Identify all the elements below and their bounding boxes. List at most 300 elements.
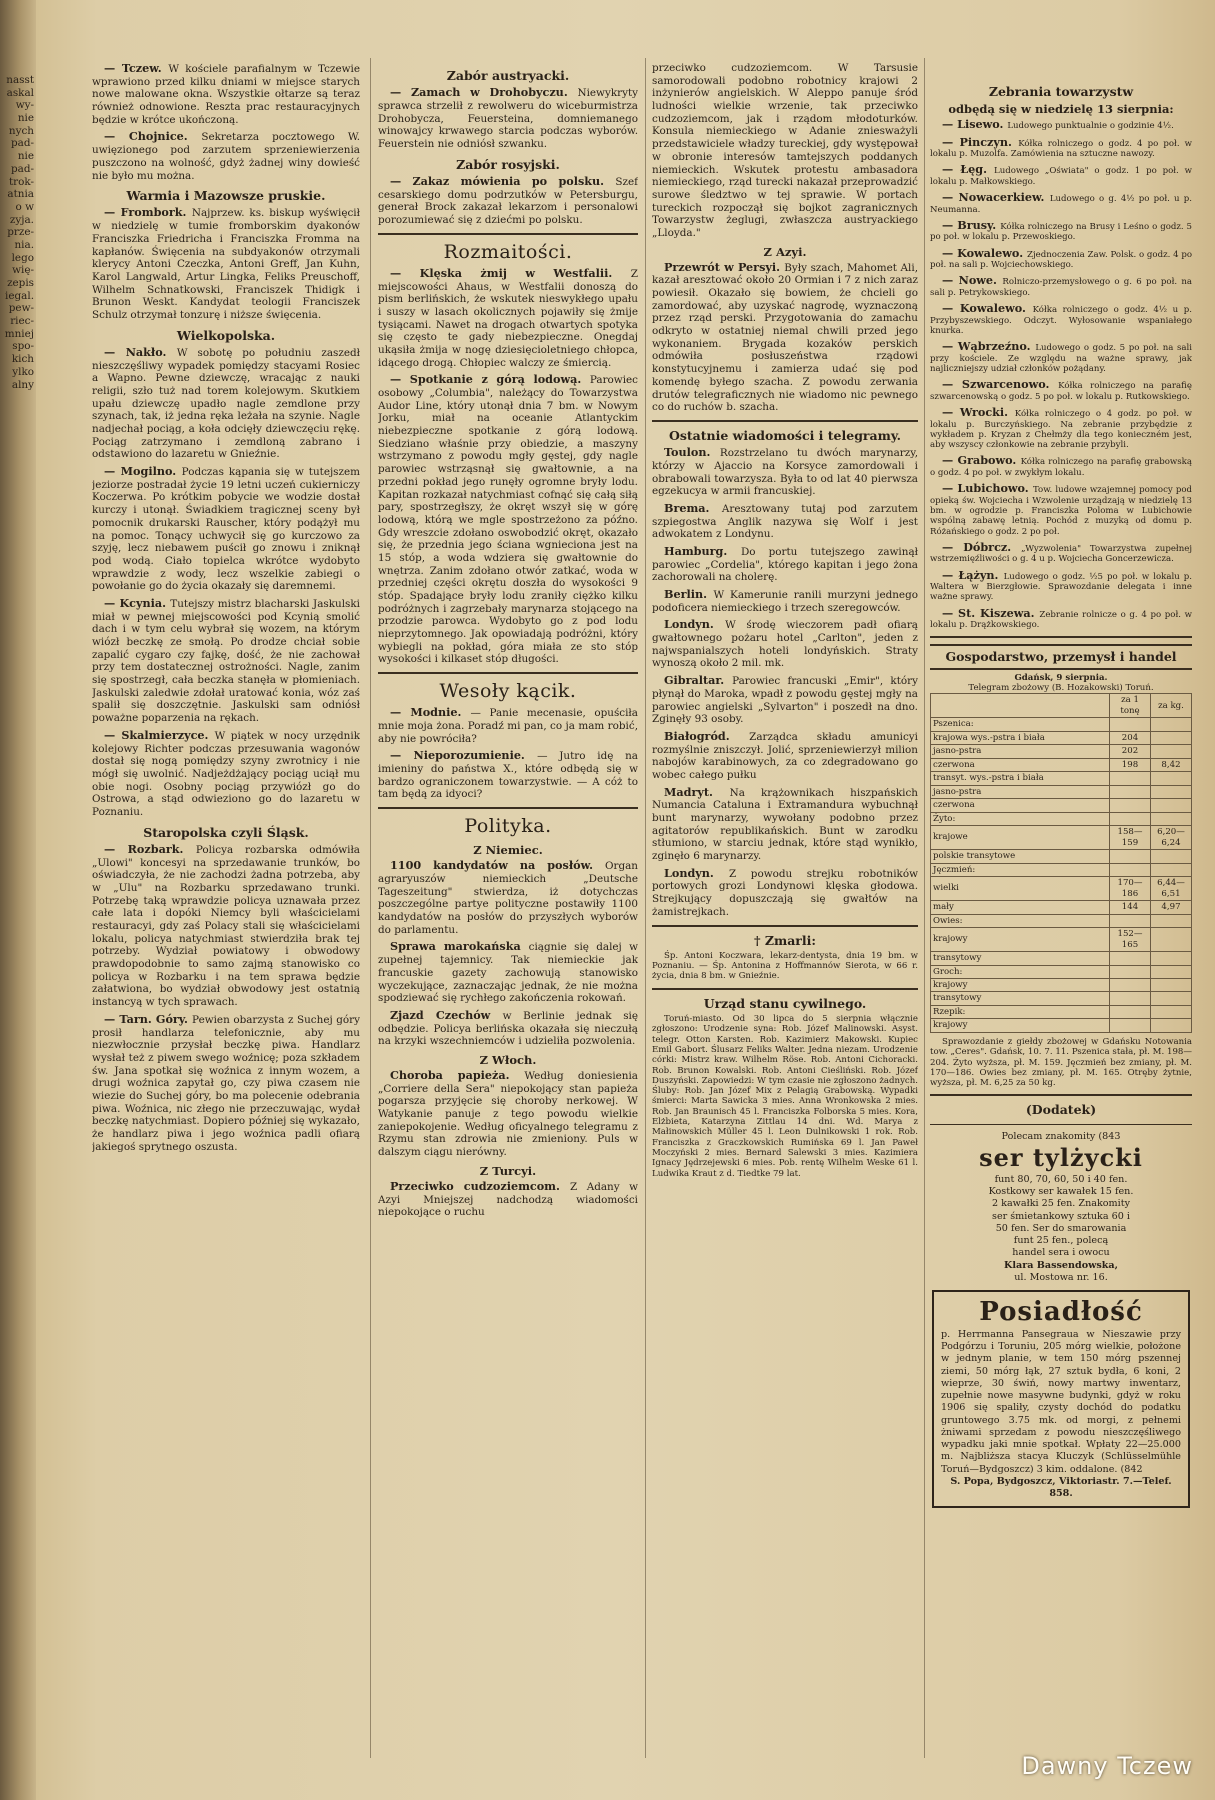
divider xyxy=(378,807,638,809)
wielkopolska-article xyxy=(92,729,360,819)
price-label: krajowy xyxy=(931,978,1110,991)
margin-fragment: wy- xyxy=(15,99,34,112)
article-headline: 1100 kandydatów na posłów. xyxy=(390,858,605,873)
article-headline: — Kowalewo. xyxy=(942,301,1033,316)
divider xyxy=(652,420,918,422)
article-body: Ludowego punktualnie o godzinie 4½. xyxy=(1007,121,1174,132)
price-value xyxy=(1151,952,1192,965)
estate-ad-text: p. Herrmanna Pansegraua w Nieszawie przy Podgórzu i Toruniu, 205 mórg wielkie, położone w jednym planie, w tem 150 mórg pszennej ziemi, 50 mórg łąk, 27 sztuk bydła, 6 koni, 2 wieprze, 30 świń, nowy martwy inwentarz, zupełnie nowe masywne budynki, gdyż w roku 1906 się spaliły, czysty dochód do podatku gruntowego 3.75 mk. od morgi, z pełnemi żniwami sprzedam z powodu nieszczęśliwego wypadku jaki mnie spotkał. Wpłaty 22—25.000 m. Najbliższa stacya Kluczyk (Schlüsselmühle Toruń—Bydgoszcz) 3 kim. oddalone. (842 xyxy=(941,1328,1181,1475)
article-headline: — Nowe. xyxy=(942,273,1003,288)
zebranie-article xyxy=(930,274,1192,298)
article-headline: — Chojnice. xyxy=(104,129,202,144)
price-value xyxy=(1151,965,1192,978)
article-body: Ludowego o godz. 5 po poł. na sali przy kościele. Ze względu na ważne sprawy, jak najliczniejszy udział członków pożądany. xyxy=(930,343,1192,375)
article-headline: Hamburg. xyxy=(664,543,741,558)
article-headline: — Frombork. xyxy=(104,205,192,220)
price-value xyxy=(1151,718,1192,731)
margin-fragment: riec- xyxy=(10,315,34,328)
wielkopolska-article xyxy=(92,465,360,593)
section-heading-zebrania: Zebrania towarzystw xyxy=(988,84,1134,99)
article-body: Z miejscowości Ahaus, w Westfalii donoszą do pism berlińskich, że wskutek nieswykłego upału i suszy w lasach okolicznych pojawiły się żmije tysiącami. Nawet na drogach otwartych spotyka się często te gady niebezpieczne. Onegdaj ukąsiła żmija w nogę dziesięcioletniego chłopca, idącego drogą. Chłopiec walczy ze śmiercią. xyxy=(378,267,638,369)
article-body: — Panie mecenasie, opuściła mnie moja żona. Poradź mi pan, co ja mam robić, aby nie powróciła? xyxy=(378,707,638,745)
market-date: Gdańsk, 9 sierpnia. xyxy=(1014,672,1108,683)
article-headline: — Kcynia. xyxy=(104,595,171,610)
article-body: Kółka rolniczego o godz. 4 po poł. w lokalu p. Muzolfa. Zamówienia na sztuczne nawozy. xyxy=(930,138,1192,160)
price-label: krajowe xyxy=(931,826,1110,850)
article-body: W kościele parafialnym w Tczewie wprawiono przed kilku dniami w miejsce starych nowe malowane okna. Wszystkie ołtarze są teraz również odnowione. Reszta prac restauracyjnych będzie w krótce ukończoną. xyxy=(92,63,360,126)
section-heading-polityka: Polityka. xyxy=(464,815,552,838)
article-body: Kółka rolniczego o godz. 4½ u p. Przybyszewskiego. Odczyt. Wyłosowanie wspaniałego knurka. xyxy=(930,305,1192,336)
price-row xyxy=(931,877,1192,901)
price-row xyxy=(931,731,1192,744)
price-value: 198 xyxy=(1110,758,1151,771)
advertisement-cheese xyxy=(930,1131,1192,1284)
article-body: Najprzew. ks. biskup wyświęcił w niedzielę w tumie fromborskim dyakonów Franciszka Friedricha i Franciszka Fromma na kapłanów. Święcenia na subdyakonów otrzymali klerycy Antoni Czeczka, Antoni Greff, Jan Kuhn, Karol Langwald, Artur Lingka, Feliks Preuschoff, Wilhelm Schnatkowski, Franciszek Thidigk i Brunon Weskt. Kandydat teologii Franciszek Schulz otrzymał tonzurę i niższe święcenia. xyxy=(92,207,360,321)
article-headline: Sprawa marokańska xyxy=(390,939,529,954)
price-value xyxy=(1151,772,1192,785)
zebranie-article xyxy=(930,607,1192,631)
cheese-ad-line: 50 fen. Ser do smarowania xyxy=(995,1222,1127,1234)
margin-fragment: nasst xyxy=(6,74,34,86)
margin-fragment: nie xyxy=(17,150,34,163)
price-row xyxy=(931,745,1192,758)
price-label: polskie transytowe xyxy=(931,850,1110,863)
margin-fragment: zyja. xyxy=(9,213,34,226)
cheese-ad-line: Kostkowy ser kawałek 15 fen. xyxy=(988,1185,1134,1197)
price-value xyxy=(1110,799,1151,812)
section-heading-gospodarstwo: Gospodarstwo, przemysł i handel xyxy=(930,644,1192,669)
column-rule xyxy=(924,58,925,1758)
article-headline: — Modnie. xyxy=(390,705,471,720)
price-label: transytowy xyxy=(931,952,1110,965)
article-headline: — Kowalewo. xyxy=(942,245,1028,260)
article-body: Pewien obarzysta z Suchej góry prosił handlarza telefonicznie, aby mu niezwłocznie przysłał beczkę piwa. Handlarz wysłał też z piwem swego woźnicę; poza szkładem św. Jana spotkał się woźnica z innym wozem, a drugi woźnica zapytał go, czy piwa czasem nie wiezie do Suchej góry, bo ma polecenie odebrania piwa. Woźnica, nic złego nie przeczuwając, wydał beczkę natychmiast. Dopiero później się wykazało, że handlarz piwa i jego woźnica padli ofiarą jakiegoś sprytnego oszusta. xyxy=(92,1013,360,1153)
price-label: krajowa wys.-pstra i biała xyxy=(931,731,1110,744)
price-value: 6,20—6,24 xyxy=(1151,826,1192,850)
price-label: Rzepik: xyxy=(931,1005,1110,1018)
wielkopolska-article xyxy=(92,346,360,461)
section-heading-slask: Staropolska czyli Śląsk. xyxy=(143,824,309,840)
slask-article xyxy=(92,843,360,1009)
margin-fragment: spo- xyxy=(12,340,34,353)
price-value xyxy=(1151,850,1192,863)
cheese-ad-line: ul. Mostowa nr. 16. xyxy=(1014,1271,1108,1283)
article-body: ciągnie się dalej w zupełnej tajemnicy. Tak niemieckie jak francuskie gazety zachowują stanowisko wyczekujące, zaznaczając jednak, że nie można spodziewać się rychłego zakończenia rokowań. xyxy=(378,941,638,1005)
telegram-article xyxy=(652,867,918,919)
price-row xyxy=(931,772,1192,785)
zebranie-article xyxy=(930,454,1192,478)
divider xyxy=(652,925,918,927)
margin-fragment: wię- xyxy=(12,264,34,277)
zebranie-article xyxy=(930,541,1192,565)
margin-fragment: iegal. xyxy=(5,289,34,302)
section-heading-zabor-austryacki: Zabór austryacki. xyxy=(446,68,570,83)
price-value xyxy=(1151,785,1192,798)
article-headline: Choroba papieża. xyxy=(390,1067,525,1082)
price-row xyxy=(931,758,1192,771)
price-row xyxy=(931,965,1192,978)
left-margin-fragments xyxy=(4,74,34,391)
price-value xyxy=(1110,812,1151,825)
estate-ad-signature: S. Popa, Bydgoszcz, Viktoriastr. 7.—Telef. 858. xyxy=(950,1476,1172,1500)
price-row xyxy=(931,914,1192,927)
margin-fragment: nie xyxy=(17,112,34,125)
article-headline: — Nowacerkiew. xyxy=(942,190,1050,205)
article-headline: — Zakaz mówienia po polsku. xyxy=(390,173,616,188)
polityka-article xyxy=(378,859,638,936)
article-body: Rozstrzelano tu dwóch marynarzy, którzy w Ajaccio na Korsyce zamordowali i obrabowali towarzysza. Była to od lat 40 pierwsza egzekucya w armii francuskiej. xyxy=(652,447,918,498)
margin-fragment: pew- xyxy=(8,302,34,315)
section-heading-zabor-rosyjski: Zabór rosyjski. xyxy=(456,156,560,172)
price-value xyxy=(1110,1019,1151,1032)
price-label: transyt. wys.-pstra i biała xyxy=(931,772,1110,785)
article-headline: — Łążyn. xyxy=(942,567,1004,582)
article-body: Podczas kąpania się w tutejszem jeziorze postradał życie 19 letni uczeń cukierniczy Koczerwa. Po krótkim pobycie we wodzie dostał kurczy i utonął. Świadkiem tragicznej sceny był pomocnik drukarski Rauscher, który podążył mu na pomoc. Tonący uchwycił się go kurczowo za szyję, lecz niebawem puścił go znowu i zniknął pod wodą. Ciało topielca wkrótce wydobyto wprawdzie z wody, lecz wszelkie zabiegi o powołanie go do życia okazały się daremnemi. xyxy=(92,466,360,593)
article-body: — Jutro idę na imieniny do państwa X., które odbędą się w bardzo ograniczonem towarzystwie. — A cóż to tam będą za idyoci? xyxy=(378,750,638,801)
grain-exchange-report: Sprawozdanie z giełdy zbożowej w Gdańsku Notowania tow. „Ceres". Gdańsk, 10. 7. 11. Pszenica stała, pł. M. 198—204. Żyto wyższa, pł. M. 159. Jęczmień bez zmiany, pł. M. 170—186. Owies bez zmiany, pł. M. 165. Otręby żytnie, wyższa, pł. M. 6,25 za 50 kg. xyxy=(930,1036,1192,1089)
article-headline: Gibraltar. xyxy=(664,673,733,688)
cheese-ad-line: funt 25 fen., polecą xyxy=(1013,1235,1109,1247)
zebranie-article xyxy=(930,378,1192,402)
ros-article xyxy=(378,175,638,227)
margin-fragment: nych xyxy=(8,124,34,137)
price-label: jasno-pstra xyxy=(931,745,1110,758)
margin-fragment: trok- xyxy=(8,175,34,188)
margin-fragment: askal xyxy=(6,86,34,99)
wielkopolska-article xyxy=(92,597,360,725)
section-heading-zmarli: † Zmarli: xyxy=(753,932,817,948)
telegram-article xyxy=(652,674,918,726)
margin-fragment: pad- xyxy=(10,162,34,175)
price-value xyxy=(1151,745,1192,758)
price-header-kg: za kg. xyxy=(1151,694,1192,718)
wlochy-article xyxy=(378,1069,638,1159)
article-headline: Zjazd Czechów xyxy=(390,1007,503,1022)
price-row xyxy=(931,928,1192,952)
price-label: Żyto: xyxy=(931,812,1110,825)
zebranie-article xyxy=(930,247,1192,271)
price-value xyxy=(1110,785,1151,798)
zebranie-article xyxy=(930,340,1192,374)
article-headline: — St. Kiszewa. xyxy=(942,605,1040,620)
article-headline: — Grabowo. xyxy=(942,453,1021,468)
column-2 xyxy=(378,62,638,1782)
price-value xyxy=(1151,992,1192,1005)
price-value: 170—186 xyxy=(1110,877,1151,901)
article-body: Na krążownikach hiszpańskich Numancia Cataluna i Extramandura wybuchnął bunt marynarzy, wywołany podobno przez agitatorów republikańskich. Bunt w zarodku stłumiono, w starciu jednak, które stąd wynikło, zginęło 6 marynarzy. xyxy=(652,786,918,863)
price-row xyxy=(931,1019,1192,1032)
column-rule xyxy=(645,58,646,1758)
slask-article xyxy=(92,1013,360,1154)
telegram-article xyxy=(652,588,918,614)
price-label: krajowy xyxy=(931,928,1110,952)
article-body: Zebranie rolnicze o g. 4 po poł. w lokalu p. Drążkowskiego. xyxy=(930,609,1192,631)
price-row xyxy=(931,850,1192,863)
cheese-ad-line: ser śmietankowy sztuka 60 i xyxy=(992,1210,1130,1222)
price-label: Groch: xyxy=(931,965,1110,978)
article-headline: Madryt. xyxy=(664,784,730,799)
article-headline: Toulon. xyxy=(664,445,720,460)
price-value xyxy=(1110,978,1151,991)
article-headline: — Skalmierzyce. xyxy=(104,727,215,742)
margin-fragment: atnia xyxy=(7,188,34,201)
divider xyxy=(930,1124,1192,1125)
article-body: Kółka rolniczego na parafię grabowską o godz. 4 po poł. w zwykłym lokalu. xyxy=(930,457,1192,478)
price-header-label xyxy=(931,694,1110,718)
article-body: W Kamerunie ranili murzyni jednego podoficera niemieckiego i trzech szeregowców. xyxy=(652,589,918,614)
divider xyxy=(378,233,638,235)
polityka-article xyxy=(378,940,638,1004)
telegram-article xyxy=(652,786,918,863)
article-body: Szef cesarskiego domu podrzutków w Petersburgu, generał Brock zakazał lekarzom i personalowi porozumiewać się z dziećmi po polsku. xyxy=(378,175,638,226)
article-headline: — Nieporozumienie. xyxy=(390,748,538,763)
price-value xyxy=(1110,1005,1151,1018)
price-value: 8,42 xyxy=(1151,758,1192,771)
article-body: w Berlinie jednak się odbędzie. Policya berlińska okazała się nieczułą na krzyki wszechniemców i udzieliła pozwolenia. xyxy=(378,1009,638,1048)
margin-fragment: lego xyxy=(11,251,34,264)
article-body: Parowiec osobowy „Columbia", należący do Towarzystwa Audor Line, który utonął dnia 7 bm. w Nowym Jorku, miał na oceanie Atlantyckim niebezpieczne spotkanie z górą lodową. Siedziano właśnie przy obiedzie, a maszyny wstrzymano z powodu mgły gęstej, gdy nagle parowiec wstrząsnął się gwałtownie, a na przedni pokład jego runęły ogromne bryły lodu. Kapitan rozkazał natychmiast cofnąć się całą siłą pary, spostrzegłszy, że okręt wszył się w górę lodową, którą we mgle spostrzeżono za późno. Gdy wreszcie zdołano oswobodzić okręt, okazało się, że przednia jego ściana wgnieciona jest na 15 stóp, a woda wdziera się gwałtownie do wnętrza. Zanim zdołano otwór zatkać, woda w przedniej części okrętu doszła do wysokości 9 stóp. Spadające bryły lodu zraniły ciężko kilku podróżnych i zagrzebały marynarza stojącego na przodzie parowca. Wydobyto go z pod lodu nieprzytomnego. Jak opowiadają podróżni, który wybiegli na pokład, góra miała ze sto stóp wysokości i kilkaset stóp długości. xyxy=(378,374,638,666)
article-headline: Białogród. xyxy=(664,728,750,743)
pomorze-article xyxy=(92,62,360,126)
article-body: Kółka rolniczego na Brusy i Leśno o godz. 5 po poł. w lokalu p. Przewoskiego. xyxy=(930,221,1192,243)
subheading-z-wloch: Z Włoch. xyxy=(479,1052,537,1067)
article-body: Parowiec francuski „Emir", który płynął do Maroka, wpadł z powodu gęstej mgły na parowiec angielski „Sylvarton" i poszedł na dno. Zginęły 93 osoby. xyxy=(652,675,918,726)
margin-fragment: alny xyxy=(11,378,34,391)
column-1 xyxy=(92,62,360,1782)
cheese-ad-line: 2 kawałki 25 fen. Znakomity xyxy=(991,1198,1131,1210)
price-value: 152—165 xyxy=(1110,928,1151,952)
article-headline: Berlin. xyxy=(664,587,714,602)
price-value xyxy=(1151,863,1192,876)
telegram-article xyxy=(652,618,918,670)
article-body: Kółka rolniczego na parafię szwarcenowską o godz. 5 po poł. w lokalu p. Rutkowskiego. xyxy=(930,381,1192,402)
telegram-article xyxy=(652,730,918,782)
price-value: 204 xyxy=(1110,731,1151,744)
article-body: Zarządca składu amunicyi rozmyślnie zniszczył. Jolić, sprzeniewierzył milion nabojów karabinowych, za co zdegradowano go wobec całego pułku xyxy=(652,730,918,781)
cheese-ad-line: Klara Bassendowska, xyxy=(1004,1259,1118,1271)
margin-fragment: zepis xyxy=(7,277,34,289)
pomorze-article xyxy=(92,130,360,182)
price-label: Pszenica: xyxy=(931,718,1110,731)
article-headline: — Klęska żmij w Westfalii. xyxy=(390,265,631,280)
zebranie-article xyxy=(930,118,1192,131)
article-headline: — Spotkanie z górą lodową. xyxy=(390,372,590,387)
cheese-ad-title: ser tylżycki xyxy=(979,1143,1143,1172)
price-row xyxy=(931,863,1192,876)
margin-fragment: prze- xyxy=(7,226,34,239)
wesoly-article xyxy=(378,706,638,745)
article-headline: — Dóbrcz. xyxy=(942,539,1022,554)
watermark: Dawny Tczew xyxy=(1021,1752,1193,1780)
price-value: 144 xyxy=(1110,901,1151,914)
subheading-z-niemiec: Z Niemiec. xyxy=(473,843,543,858)
price-label: mały xyxy=(931,901,1110,914)
turcyi-article xyxy=(378,1180,638,1219)
price-value xyxy=(1151,731,1192,744)
article-headline: — Tczew. xyxy=(104,62,169,75)
azyi-article xyxy=(652,261,918,414)
wesoly-article xyxy=(378,749,638,801)
cheese-ad-line: Polecam znakomity (843 xyxy=(1001,1130,1121,1142)
zebranie-article xyxy=(930,163,1192,187)
zebranie-article xyxy=(930,482,1192,537)
price-value xyxy=(1151,978,1192,991)
article-headline: — Lisewo. xyxy=(942,117,1008,132)
price-label: transytowy xyxy=(931,992,1110,1005)
article-headline: — Rozbark. xyxy=(104,841,196,856)
price-value xyxy=(1110,863,1151,876)
price-row xyxy=(931,718,1192,731)
article-headline: — Wrocki. xyxy=(942,405,1015,420)
price-value xyxy=(1110,952,1151,965)
price-value xyxy=(1110,992,1151,1005)
price-label: wielki xyxy=(931,877,1110,901)
article-body: Zjednoczenia Zaw. Polsk. o godz. 4 po poł. na sali p. Wojciechowskiego. xyxy=(930,249,1192,271)
article-headline: — Szwarcenowo. xyxy=(942,377,1059,392)
price-row xyxy=(931,901,1192,914)
article-body: Ludowego o godz. ½5 po poł. w lokalu p. Waltera w Bierzgłowie. Sprawozdanie delegata i inne ważne sprawy. xyxy=(930,571,1192,603)
article-body: Z Adany w Azyi Mniejszej nadchodzą wiadomości niepokojące o ruchu xyxy=(378,1180,638,1219)
price-table-header xyxy=(931,694,1192,718)
article-body: Tow. ludowe wzajemnej pomocy pod opieką św. Wojciecha i Wzwolenie urządzają w niedzielę 13 bm. w ogrodzie p. Franciszka Poloma w Lubichowie wspólną zabawę letnią. Pochód z muzyką od domu p. Różańskiego o godz. 2 po poł. xyxy=(930,485,1192,537)
article-body: Aresztowany tutaj pod zarzutem szpiegostwa Anglik nazywa się Wolf i jest adwokatem z Londynu. xyxy=(652,502,918,541)
price-value xyxy=(1151,914,1192,927)
article-headline: Londyn. xyxy=(664,617,726,632)
civil-registry-text: Toruń-miasto. Od 30 lipca do 5 sierpnia włącznie zgłoszono: Urodzenie syna: Rob. Józef Malinowski. Asyst. telegr. Otton Karsten. Rob. Kazimierz Makowski. Kupiec Emil Gabort. Ślusarz Feliks Walter. Jedna niezam. Urodzenie córki: Mistrz kraw. Wilhelm Röse. Rob. Antoni Cichoracki. Rob. Brunon Kowalski. Rob. Antoni Cieśliński. Rob. Józef Duszyński. Zapowiedzi: W tym czasie nie zgłoszono żadnych. Śluby: Rob. Jan Józef Mix z Pelagią Grabowską. Wypadki śmierci: Marta Sawicka 3 mies. Anna Wronkowska 2 mies. Rob. Jan Braunisch 45 l. Franciszka Folborska 5 mies. Kora, Elżbieta, Katarzyna Zittlau 14 dni. Wd. Marya z Małinowskich Müller 45 l. Leon Dulnikowski 1 rok. Rob. Franciszka z Graczkowskich Rumińska 69 l. Jan Paweł Moczyński 2 mies. Bernard Salewski 3 mies. Kazimiera Ignacy Jędrzejewski 6 mies. Pob. rentę Wilhelm Weske 61 l. Ludwika Kraut z d. Tiedtke 79 lat. xyxy=(652,1013,918,1179)
price-row xyxy=(931,826,1192,850)
dodatek-label: (Dodatek) xyxy=(1025,1102,1097,1118)
margin-fragment: ylko xyxy=(12,365,34,378)
market-telegram-heading: Telegram zbożowy (B. Hozakowski) Toruń. xyxy=(968,683,1154,694)
divider xyxy=(652,988,918,990)
article-headline: — Lubichowo. xyxy=(942,481,1033,496)
divider xyxy=(930,636,1192,638)
zebranie-article xyxy=(930,191,1192,215)
price-value: 202 xyxy=(1110,745,1151,758)
article-continuation: przeciwko cudzoziemcom. W Tarsusie samorodowali podobno robotnicy krajowi 2 inżynierów angielskich. W Aleppo panuje śród ludności wielkie wrzenie, tak przeciwko cudzoziemcom, jak i rządom młodoturków. Konsula niemieckiego w Adanie zniesważyli przedstawiciele władzy tureckiej, gdy występował w obronie interesów tamtejszych poddanych niemieckich. Wskutek protestu ambasadora niemieckiego, rząd turecki nakazał przeprowadzić surowe śledztwo w tej sprawie. W portach tureckich rozpoczął się bojkot zagranicznych Towarzystw żeglugi, zwłaszcza austryackiego „Lloyda." xyxy=(652,62,918,239)
price-label: czerwona xyxy=(931,799,1110,812)
section-heading-wesoly-kacik: Wesoły kącik. xyxy=(439,680,577,703)
article-headline: — Brusy. xyxy=(942,217,1001,232)
article-body: Ludowego o g. 4½ po poł. u p. Neumanna. xyxy=(930,194,1192,215)
price-value xyxy=(1151,812,1192,825)
price-row xyxy=(931,952,1192,965)
article-body: Kółka rolniczego o 4 godz. po poł. w lokalu p. Burczyńskiego. Na zebranie przybędzie z wykładem p. Kryzan z Chełmży dla tego konieczném jest, aby wszyscy członkowie na zebranie przybyli. xyxy=(930,409,1192,451)
austr-article xyxy=(378,86,638,150)
article-body: Tutejszy mistrz blacharski Jaskulski miał w pewnej miejscowości pod Kcynią smolić dach i w tym celu wybrał się wozem, na którym wiózł beczkę ze smołą. Po drodze chciał sobie zapalić cygaro czy fajkę, dość, że nie zachował przy tem dostatecznej ostrożności. Nagle, zanim się spostrzegł, cała beczka stanęła w płomieniach. Jaskulski zaledwie zdołał uratować konia, wóz zaś spalił się doszczętnie. Jaskulski sam odniósł poważne poparzenia na rękach. xyxy=(92,597,360,725)
margin-fragment: mniej xyxy=(4,327,34,340)
price-value xyxy=(1110,772,1151,785)
article-body: Do portu tutejszego zawinął parowiec „Cordelia", którego kapitan i jego żona zachorowali na cholerę. xyxy=(652,545,918,584)
article-body: Ludowego „Oświata" o godz. 1 po poł. w lokalu p. Małkowskiego. xyxy=(930,166,1192,187)
zebranie-article xyxy=(930,136,1192,160)
article-body: Według doniesienia „Corriere della Sera" niepokojący stan papieża pogarsza przyjęcie się choroby nerkowej. W Watykanie panuje z tego powodu wielkie zaniepokojenie. Według oficyalnego telegramu z Rzymu stan zdrowia nie zmieniony. Puls w dalszym ciągu nierówny. xyxy=(378,1069,638,1159)
zebrania-subheading: odbędą się w niedzielę 13 sierpnia: xyxy=(948,102,1174,117)
article-body: W sobotę po południu zaszedł nieszczęśliwy wypadek pomiędzy stacyami Rosiec a Wapno. Pewne dziewczę, wracając z nauki religii, szło tuż nad torem kolejowym. Skutkiem upału dziewczę upadło nagle zemdlone przy szynach, tak, iż jedna ręka leżała na szynie. Nagle nadjechał pociąg, a koła odcięły dziewczęciu rękę. Pociąg zatrzymano i zemdloną zabrano i odstawiono do lazaretu w Gnieźnie. xyxy=(92,346,360,461)
article-body: Rolniczo-przemysłowego o g. 6 po poł. na sali p. Petrykowskiego. xyxy=(930,277,1192,298)
article-headline: Londyn. xyxy=(664,865,729,880)
article-headline: — Zamach w Drohobyczu. xyxy=(390,85,578,100)
margin-fragment: pad- xyxy=(10,137,34,150)
price-value xyxy=(1151,928,1192,952)
rozmaitosci-article xyxy=(378,267,638,370)
cheese-ad-line: funt 80, 70, 60, 50 i 40 fen. xyxy=(994,1173,1128,1185)
price-label: krajowy xyxy=(931,1019,1110,1032)
price-row xyxy=(931,978,1192,991)
price-value: 6,44—6,51 xyxy=(1151,877,1192,901)
price-value xyxy=(1110,965,1151,978)
advertisement-estate xyxy=(932,1290,1190,1507)
price-label: Owies: xyxy=(931,914,1110,927)
article-headline: Przeciwko cudzoziemcom. xyxy=(390,1178,570,1193)
grain-price-table xyxy=(930,693,1192,1033)
article-headline: — Tarn. Góry. xyxy=(104,1011,193,1026)
price-value xyxy=(1151,1005,1192,1018)
section-heading-ostatnie-wiadomosci: Ostatnie wiadomości i telegramy. xyxy=(668,427,902,443)
divider xyxy=(930,1094,1192,1096)
price-label: jasno-pstra xyxy=(931,785,1110,798)
article-headline: — Łęg. xyxy=(942,162,995,177)
price-header-ton: za 1 tonę xyxy=(1110,694,1151,718)
article-headline: Brema. xyxy=(664,500,722,515)
estate-ad-title: Posiadłość xyxy=(979,1297,1143,1328)
telegram-article xyxy=(652,446,918,498)
price-value xyxy=(1110,850,1151,863)
article-headline: — Mogilno. xyxy=(104,464,182,479)
telegram-article xyxy=(652,502,918,541)
divider xyxy=(378,672,638,674)
subheading-z-turcyi: Z Turcyi. xyxy=(479,1163,537,1178)
article-body: Z powodu strejku robotników portowych grozi Londynowi klęska głodowa. Strejkujący dopuszczają się gwałtów na żamistrejkach. xyxy=(652,867,918,918)
price-row xyxy=(931,992,1192,1005)
zebranie-article xyxy=(930,569,1192,603)
price-label: Jęczmień: xyxy=(931,863,1110,876)
section-heading-rozmaitosci: Rozmaitości. xyxy=(443,240,573,263)
price-value: 158—159 xyxy=(1110,826,1151,850)
price-value xyxy=(1151,799,1192,812)
margin-fragment: o w xyxy=(15,200,34,213)
price-row xyxy=(931,812,1192,825)
article-headline: — Nakło. xyxy=(104,344,177,359)
article-headline: — Pinczyn. xyxy=(942,134,1019,149)
article-headline: — Wąbrzeźno. xyxy=(942,339,1036,354)
zebranie-article xyxy=(930,219,1192,243)
telegram-article xyxy=(652,545,918,584)
article-body: „Wyzwolenia" Towarzystwa zupełnej wstrzemięźliwości o g. 4 u p. Wojciecha Goncerzewicza. xyxy=(930,543,1192,565)
price-row xyxy=(931,1005,1192,1018)
article-body: Były szach, Mahomet Ali, kazał aresztować około 20 Ormian i 7 z nich zaraz powiesił. Okazało się bowiem, że chcieli go zamordować, aby uzyskać nagrodę, wyznaczoną przez rząd perski. Przygotowania do zamachu odkryto w ostatniej niemal chwili przed jego wykonaniem. Brygada kozaków perskich odmówiła posłuszeństwa rządowi konstytucyjnemu i zamierza udać się pod komendę byłego szacha. Z powodu zerwania drutów telegraficznych nie wiadomo nic pewnego co do ruchów b. szacha. xyxy=(652,261,918,414)
column-rule xyxy=(370,58,371,1758)
margin-fragment: kich xyxy=(11,353,34,366)
article-headline: Przewrót w Persyi. xyxy=(664,259,785,274)
price-row xyxy=(931,799,1192,812)
section-heading-urzad-stanu-cywilnego: Urząd stanu cywilnego. xyxy=(703,995,867,1011)
column-3 xyxy=(652,62,918,1782)
article-body: Sekretarza pocztowego W. uwięzionego pod zarzutem sprzeniewierzenia puszczono na wolność, gdyż żadnej winy dowieść nie było mu można. xyxy=(92,131,360,182)
zebranie-article xyxy=(930,302,1192,336)
warmia-article xyxy=(92,206,360,321)
margin-fragment: nia. xyxy=(14,238,34,251)
price-value: 4,97 xyxy=(1151,901,1192,914)
cheese-ad-line: handel sera i owocu xyxy=(1012,1247,1110,1259)
price-row xyxy=(931,785,1192,798)
article-body: Niewykryty sprawca strzelił z rewolweru do wiceburmistrza Drohobycza, Feuersteina, domniemanego winowajcy krwawego starcia podczas wyborów. Feuerstein nie odniósł szwanku. xyxy=(378,87,638,150)
article-body: W piątek w nocy urzędnik kolejowy Richter podczas przesuwania wagonów dostał się nogą pomiędzy szyny zwrotnicy i nie mógł się uwolnić. Nadjeżdżający pociąg uciął mu obie nogi. Osobny pociąg przywiózł go do Ostrowa, a stąd odwieziono go do lazaretu w Poznaniu. xyxy=(92,729,360,818)
section-heading-warmia: Warmia i Mazowsze pruskie. xyxy=(126,188,326,204)
article-body: Organ agraryuszów niemieckich „Deutsche Tageszeitung" stwierdza, iż dotychczas poszczególne partye polityczne postawiły 1100 kandydatów na posłów do przyszłych wyborów do parlamentu. xyxy=(378,860,638,936)
section-heading-wielkopolska: Wielkopolska. xyxy=(176,327,276,343)
rozmaitosci-article xyxy=(378,373,638,666)
